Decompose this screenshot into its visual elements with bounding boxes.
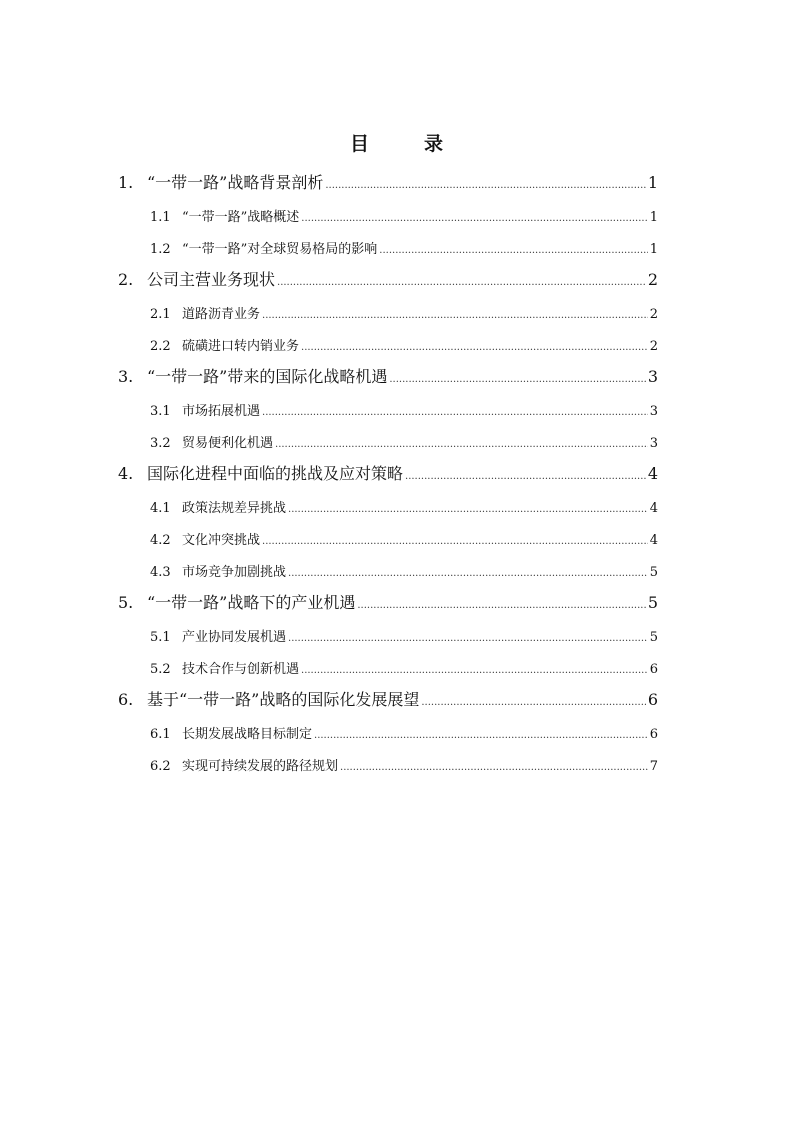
dot-leader — [325, 180, 645, 191]
toc-entry-2-2[interactable] — [118, 328, 658, 360]
toc-entry-page: 3 — [649, 436, 658, 451]
dot-leader — [301, 665, 648, 676]
toc-entry-text: “一带一路”战略下的产业机遇 — [147, 593, 356, 612]
dot-leader — [262, 407, 648, 418]
toc-entry-1[interactable] — [118, 166, 658, 199]
toc-entry-number: 3.1 — [150, 404, 171, 419]
toc-entry-text: 基于“一带一路”战略的国际化发展展望 — [147, 690, 420, 709]
toc-entry-4-2[interactable] — [118, 522, 658, 554]
toc-entry-text: 国际化进程中面临的挑战及应对策略 — [147, 464, 404, 483]
toc-entry-page: 6 — [649, 662, 658, 677]
toc-entry-6-1[interactable] — [118, 716, 658, 748]
toc-entry-1-1[interactable] — [118, 199, 658, 231]
toc-entry-number: 3.2 — [150, 436, 171, 451]
toc-entry-text: “一带一路”战略背景剖析 — [147, 173, 324, 192]
toc-entry-text: 政策法规差异挑战 — [182, 501, 287, 516]
toc-entry-text: “一带一路”战略概述 — [182, 210, 300, 225]
toc-entry-text: 长期发展战略目标制定 — [182, 727, 313, 742]
dot-leader — [340, 762, 648, 773]
toc-entry-page: 4 — [647, 464, 658, 483]
toc-entry-5[interactable] — [118, 586, 658, 619]
toc-entry-text: 市场拓展机遇 — [182, 404, 261, 419]
toc-entry-page: 6 — [647, 690, 658, 709]
toc-entry-text: “一带一路”带来的国际化战略机遇 — [147, 367, 388, 386]
toc-entry-page: 6 — [649, 727, 658, 742]
toc-entry-text: 实现可持续发展的路径规划 — [182, 759, 339, 774]
toc-entry-4-1[interactable] — [118, 490, 658, 522]
toc-entry-number: 3. — [118, 367, 134, 386]
toc-entry-page: 5 — [649, 565, 658, 580]
toc-entry-number: 4. — [118, 464, 134, 483]
dot-leader — [288, 504, 648, 515]
toc-entry-page: 5 — [649, 630, 658, 645]
toc-entry-page: 7 — [649, 759, 658, 774]
toc-entry-2[interactable] — [118, 263, 658, 296]
toc-entry-text: “一带一路”对全球贸易格局的影响 — [182, 242, 378, 257]
toc-entry-number: 2. — [118, 270, 134, 289]
toc-entry-3[interactable] — [118, 360, 658, 393]
toc-entry-number: 1.2 — [150, 242, 171, 257]
toc-entry-page: 1 — [649, 242, 658, 257]
toc-entry-page: 3 — [647, 367, 658, 386]
toc-entry-5-2[interactable] — [118, 651, 658, 683]
toc-entry-6[interactable] — [118, 683, 658, 716]
dot-leader — [275, 439, 648, 450]
toc-entry-page: 1 — [649, 210, 658, 225]
toc-entry-3-2[interactable] — [118, 425, 658, 457]
dot-leader — [389, 374, 645, 385]
toc-entry-number: 6.1 — [150, 727, 171, 742]
toc-title: 目 录 — [349, 133, 461, 155]
toc-entry-text: 公司主营业务现状 — [147, 270, 276, 289]
toc-entry-page: 2 — [649, 339, 658, 354]
toc-entry-text: 技术合作与创新机遇 — [182, 662, 300, 677]
toc-entry-page: 1 — [647, 173, 658, 192]
toc-entry-number: 1.1 — [150, 210, 171, 225]
toc-entry-text: 贸易便利化机遇 — [182, 436, 274, 451]
toc-entry-text: 道路沥青业务 — [182, 307, 261, 322]
toc-entry-page: 3 — [649, 404, 658, 419]
toc-entry-number: 4.1 — [150, 501, 171, 516]
toc-entry-page: 5 — [647, 593, 658, 612]
toc-entry-number: 2.1 — [150, 307, 171, 322]
toc-entry-number: 4.3 — [150, 565, 171, 580]
toc-list — [118, 166, 658, 780]
toc-entry-page: 4 — [649, 533, 658, 548]
toc-entry-number: 5.1 — [150, 630, 171, 645]
toc-entry-1-2[interactable] — [118, 231, 658, 263]
toc-entry-page: 4 — [649, 501, 658, 516]
dot-leader — [262, 310, 648, 321]
toc-entry-number: 6.2 — [150, 759, 171, 774]
dot-leader — [379, 245, 647, 256]
toc-entry-number: 1. — [118, 173, 134, 192]
toc-entry-4-3[interactable] — [118, 554, 658, 586]
toc-entry-text: 文化冲突挑战 — [182, 533, 261, 548]
dot-leader — [405, 471, 646, 482]
toc-entry-text: 市场竞争加剧挑战 — [182, 565, 287, 580]
dot-leader — [288, 633, 648, 644]
toc-entry-number: 6. — [118, 690, 134, 709]
toc-entry-3-1[interactable] — [118, 393, 658, 425]
toc-entry-number: 5.2 — [150, 662, 171, 677]
dot-leader — [357, 600, 645, 611]
toc-entry-number: 4.2 — [150, 533, 171, 548]
toc-entry-number: 2.2 — [150, 339, 171, 354]
dot-leader — [262, 536, 648, 547]
toc-entry-page: 2 — [647, 270, 658, 289]
toc-entry-4[interactable] — [118, 457, 658, 490]
toc-entry-number: 5. — [118, 593, 134, 612]
toc-entry-6-2[interactable] — [118, 748, 658, 780]
toc-entry-text: 硫磺进口转内销业务 — [182, 339, 300, 354]
dot-leader — [421, 697, 645, 708]
toc-entry-2-1[interactable] — [118, 296, 658, 328]
dot-leader — [277, 277, 646, 288]
toc-entry-page: 2 — [649, 307, 658, 322]
toc-entry-5-1[interactable] — [118, 619, 658, 651]
dot-leader — [314, 730, 648, 741]
dot-leader — [288, 568, 648, 579]
dot-leader — [301, 213, 647, 224]
toc-entry-text: 产业协同发展机遇 — [182, 630, 287, 645]
dot-leader — [301, 342, 648, 353]
